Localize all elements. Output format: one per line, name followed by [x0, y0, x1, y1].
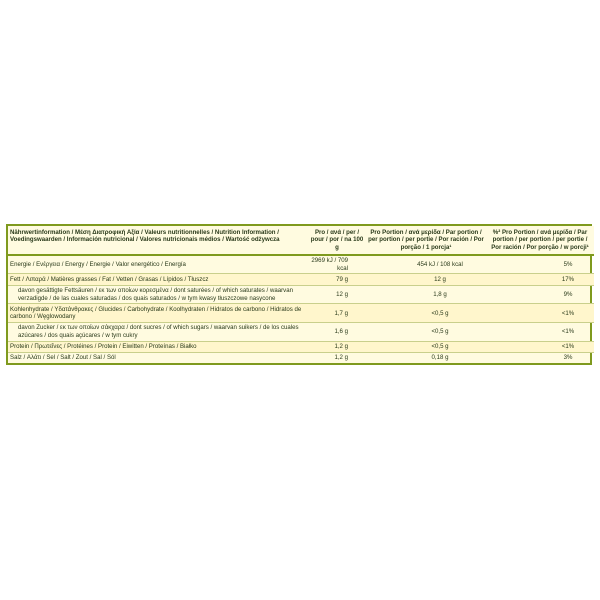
value-per-portion: <0,5 g — [366, 341, 486, 352]
value-percent: <1% — [486, 322, 594, 341]
value-per-portion: <0,5 g — [366, 322, 486, 341]
value-per-portion: 1,8 g — [366, 285, 486, 304]
nutrition-table-panel — [6, 224, 592, 365]
header-per-portion: Pro Portion / ανά μερίδα / Par portion / per portion / per portie / Por ración / Por porção / 1 porcja¹ — [366, 226, 486, 255]
table-row — [8, 341, 594, 352]
nutrient-label: davon gesättigte Fettsäuren / εκ των οποίων κορεσμένα / dont saturées / of which saturates / waarvan verzadigde / de las cuales saturadas / dos quais saturados / w tym kwasy tłuszczowe nasycone — [8, 285, 308, 304]
value-per-100g: 1,7 g — [308, 304, 366, 323]
nutrient-label: Kohlenhydrate / Υδατάνθρακες / Glucides / Carbohydrate / Koolhydraten / Hidratos de carbono / Hidratos de carbono / Węglowodany — [8, 304, 308, 323]
table-row — [8, 352, 594, 363]
nutrition-table — [8, 226, 594, 363]
value-per-100g: 1,6 g — [308, 322, 366, 341]
table-header-row — [8, 226, 594, 255]
value-percent: <1% — [486, 341, 594, 352]
value-percent: 5% — [486, 255, 594, 274]
value-per-portion: 0,18 g — [431, 354, 449, 362]
table-row — [8, 274, 594, 285]
value-per-100g: 1,2 g — [308, 341, 366, 352]
table-row — [8, 255, 594, 274]
value-per-100g: 1,2 g — [334, 354, 348, 362]
header-percent-portion: %² Pro Portion / ανά μερίδα / Par portion / per portion / per portie / Por ración / Por porção / w porcji¹ — [486, 226, 594, 255]
value-per-100g: 79 g — [308, 274, 366, 285]
value-per-portion: <0,5 g — [366, 304, 486, 323]
value-per-portion: 454 kJ / 108 kcal — [366, 255, 486, 274]
table-row — [8, 285, 594, 304]
table-row — [8, 322, 594, 341]
value-percent: 3% — [563, 354, 573, 362]
value-percent: 17% — [486, 274, 594, 285]
value-percent: <1% — [486, 304, 594, 323]
nutrient-label: davon Zucker / εκ των οποίων σάκχαρα / dont sucres / of which sugars / waarvan suikers / de los cuales azúcares / dos quais açúcares / w tym cukry — [8, 322, 308, 341]
nutrient-label: Protein / Πρωτεΐνες / Protéines / Protein / Eiwitten / Proteínas / Białko — [8, 341, 308, 352]
value-per-portion: 12 g — [366, 274, 486, 285]
nutrient-label: Fett / Λιπαρά / Matières grasses / Fat / Vetten / Grasas / Lípidos / Tłuszcz — [8, 274, 308, 285]
table-row — [8, 304, 594, 323]
header-per-100g: Pro / ανά / per / pour / por / na 100 g — [308, 226, 366, 255]
value-per-100g: 12 g — [308, 285, 366, 304]
value-percent: 9% — [486, 285, 594, 304]
value-per-100g: 2969 kJ / 709 kcal — [308, 255, 366, 274]
nutrient-label: Energie / Ενέργεια / Energy / Energie / Valor energético / Energía — [8, 255, 308, 274]
nutrient-label: Salz / Αλάτι / Sel / Salt / Zout / Sal / Sól — [10, 354, 116, 362]
header-nutrient: Nährwertinformation / Μέση Διατροφική Αξία / Valeurs nutritionnelles / Nutrition Information / Voedingswaarden / Información nutricional / Valores nutricionais médios / Wartość odżywcza — [8, 226, 308, 255]
